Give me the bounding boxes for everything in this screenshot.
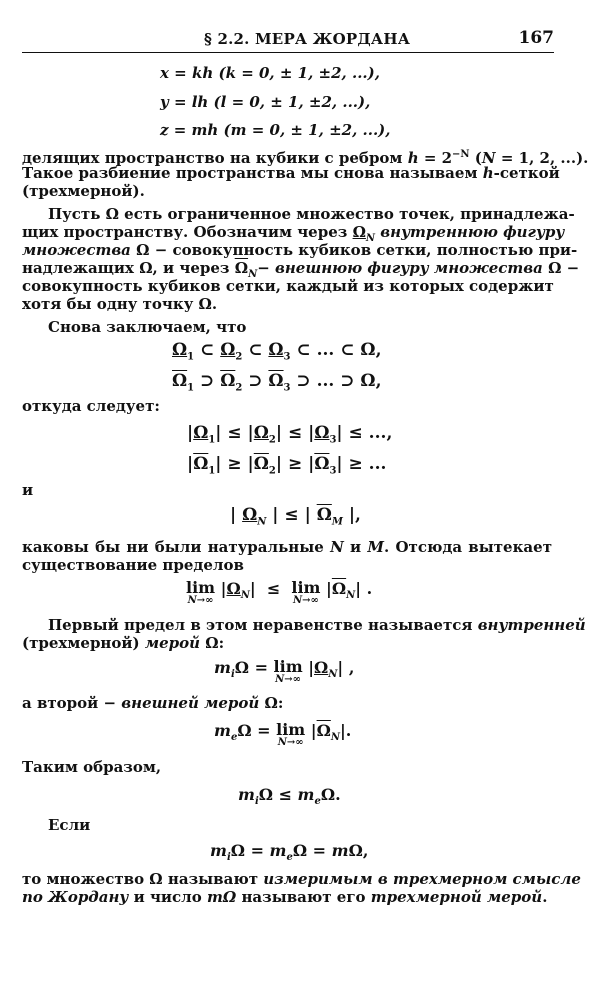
equation-z: z = mh (m = 0, ± 1, ±2, ...), — [160, 121, 391, 139]
paragraph-line: Таким образом, — [22, 758, 162, 776]
equation-x: x = kh (k = 0, ± 1, ±2, ...), — [160, 64, 380, 82]
paragraph-line: совокупность кубиков сетки, каждый из которых содержит — [22, 277, 554, 295]
paragraph-line: Снова заключаем, что — [48, 318, 247, 336]
paragraph-line: Если — [48, 816, 91, 834]
paragraph-line: откуда следует: — [22, 397, 160, 415]
conjunction: и — [22, 481, 34, 499]
paragraph-line: существование пределов — [22, 556, 244, 574]
paragraph-line: Такое разбиение пространства мы снова называем h-сеткой — [22, 164, 560, 182]
inclusion-chain-inner: $\Omega_1$ ⊂ $\Omega_2$ ⊂ $\Omega_3$ ⊂ ... ⊂ Ω, — [172, 340, 382, 363]
paragraph-line: а второй − внешней мерой Ω: — [22, 694, 284, 712]
paragraph-line: по Жордану и число mΩ называют его трехмерной мерой. — [22, 888, 548, 906]
measure-equality: $m_i\Omega = m_e\Omega = m\Omega$, — [210, 841, 369, 864]
paragraph-line: множества Ω − совокупность кубиков сетки, полностью при- — [22, 241, 578, 259]
paragraph-line: Пусть Ω есть ограниченное множество точек, принадлежа- — [48, 205, 575, 223]
header-rule — [22, 52, 554, 53]
paragraph-line: то множество Ω называют измеримым в трехмерном смысле — [22, 870, 581, 888]
limit-inequality: lim N→∞ $|\Omega_N| \le \lim$ N→∞ $|\overline{\Omega}_N|$ . — [186, 578, 373, 606]
page-number: 167 — [518, 28, 554, 48]
paragraph-line: Первый предел в этом неравенстве называется внутренней — [48, 616, 586, 634]
inclusion-chain-outer: $\overline{\Omega}_1$ ⊃ $\overline{\Omega}_2$ ⊃ $\overline{\Omega}_3$ ⊃ ... ⊃ Ω, — [172, 371, 382, 394]
measure-relation: $m_i\Omega \le m_e\Omega$. — [238, 785, 341, 808]
outer-measure-formula: $m_e\Omega = \lim$ N→∞ $|\overline{\Omega}_N|$. — [214, 720, 352, 748]
inner-measure-formula: $m_i\Omega = \lim$ N→∞ $|\Omega_N|$ , — [214, 657, 355, 685]
inequality-n-m: | $\Omega_N$ | ≤ | $\overline{\Omega}_M$ |, — [230, 505, 361, 528]
paragraph-line: (трехмерной) мерой Ω: — [22, 634, 225, 652]
equation-y: y = lh (l = 0, ± 1, ±2, ...), — [160, 93, 371, 111]
paragraph-line: делящих пространство на кубики с ребром $h = 2^{-N}$ (N = 1, 2, ...). — [22, 149, 589, 167]
paragraph-line: щих пространству. Обозначим через $\Omega_N$ внутреннюю фигуру — [22, 223, 565, 244]
paragraph-line: надлежащих Ω, и через $\overline{\Omega}_N-$ внешнюю фигуру множества Ω − — [22, 259, 580, 280]
paragraph-line: каковы бы ни были натуральные N и M. Отсюда вытекает — [22, 538, 552, 556]
inequality-inner: $|\Omega_1| \le |\Omega_2| \le |\Omega_3|$ ≤ ..., — [187, 423, 393, 446]
running-header — [22, 30, 554, 52]
paragraph-line: (трехмерной). — [22, 182, 145, 200]
paragraph-line: хотя бы одну точку Ω. — [22, 295, 218, 313]
section-title: § 2.2. МЕРА ЖОРДАНА — [204, 30, 411, 48]
inequality-outer: $|\overline{\Omega}_1| \ge |\overline{\Omega}_2| \ge |\overline{\Omega}_3|$ ≥ ... — [187, 454, 387, 477]
